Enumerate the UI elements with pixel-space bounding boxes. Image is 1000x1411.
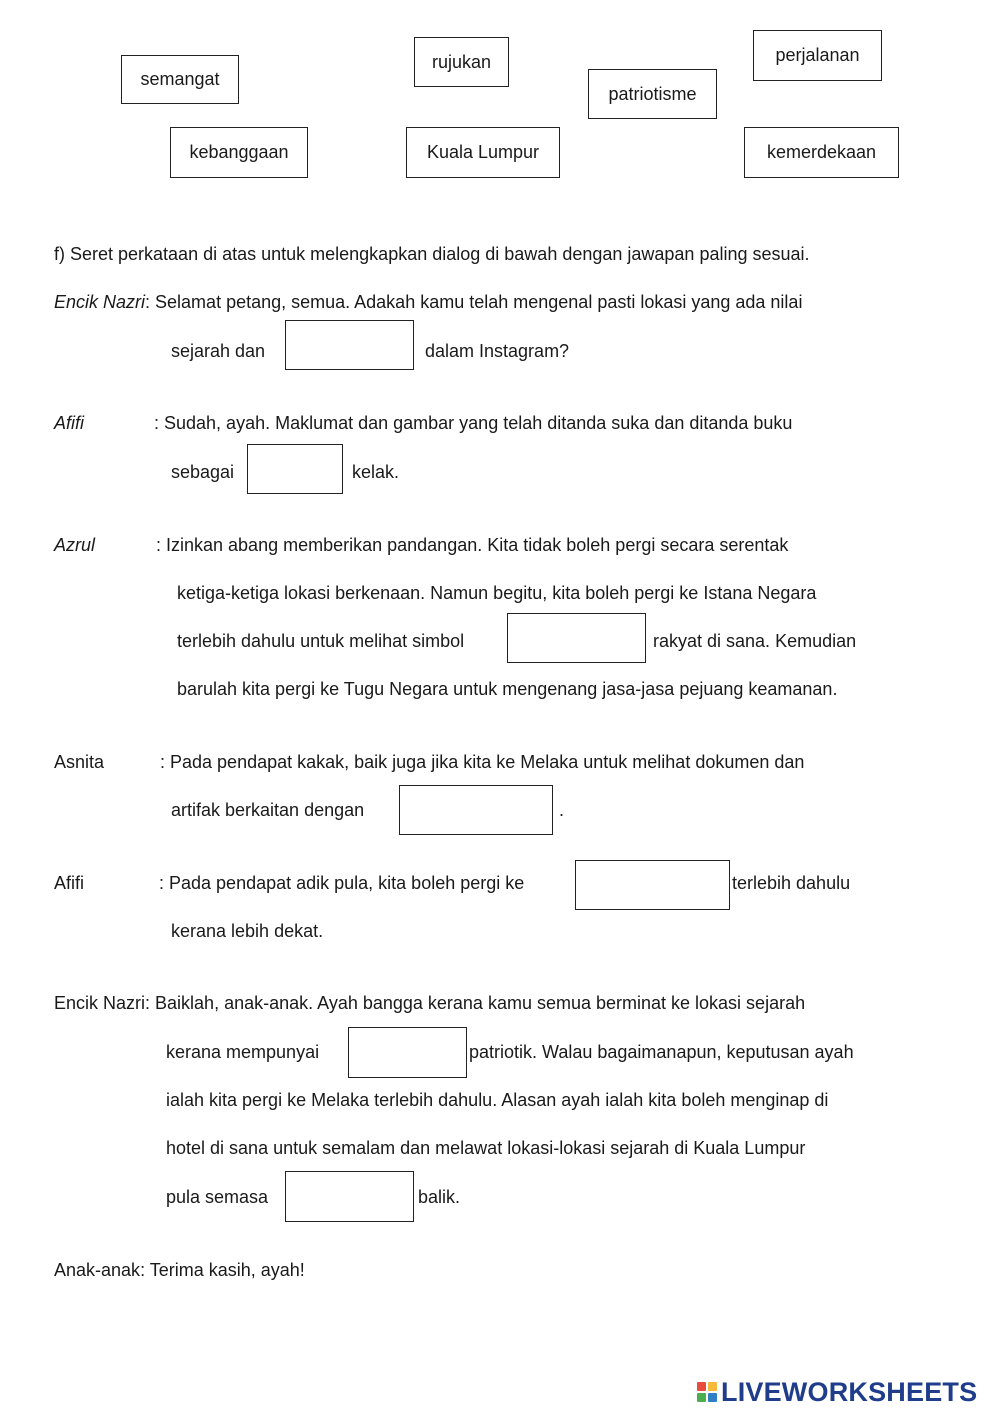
- answer-drop-box-7[interactable]: [285, 1171, 414, 1222]
- speaker-name: Afifi: [54, 413, 85, 433]
- dialog-text: kelak.: [352, 462, 400, 482]
- word-card-perjalanan[interactable]: perjalanan: [753, 30, 882, 81]
- word-card-kuala-lumpur[interactable]: Kuala Lumpur: [406, 127, 560, 178]
- answer-drop-box-6[interactable]: [348, 1027, 467, 1078]
- word-card-kemerdekaan[interactable]: kemerdekaan: [744, 127, 899, 178]
- dialog-text: : Baiklah, anak-anak. Ayah bangga kerana kamu semua berminat ke lokasi sejarah: [145, 993, 806, 1013]
- dialog-text: rakyat di sana. Kemudian: [653, 631, 857, 651]
- dialog-text: terlebih dahulu untuk melihat simbol: [177, 631, 465, 651]
- dialog-text: : Terima kasih, ayah!: [140, 1260, 305, 1280]
- speaker-name: Encik Nazri: [54, 993, 146, 1013]
- answer-drop-box-1[interactable]: [285, 320, 414, 370]
- dialog-text: terlebih dahulu: [732, 873, 851, 893]
- dialog-text: sejarah dan: [171, 341, 266, 361]
- speaker-name: Azrul: [54, 535, 96, 555]
- dialog-text: pula semasa: [166, 1187, 269, 1207]
- dialog-text: : Selamat petang, semua. Adakah kamu telah mengenal pasti lokasi yang ada nilai: [145, 292, 803, 312]
- word-card-patriotisme[interactable]: patriotisme: [588, 69, 717, 119]
- dialog-text: : Sudah, ayah. Maklumat dan gambar yang telah ditanda suka dan ditanda buku: [154, 413, 793, 433]
- dialog-line: [54, 291, 802, 313]
- logo-text: LIVEWORKSHEETS: [721, 1376, 978, 1407]
- dialog-text: sebagai: [171, 462, 235, 482]
- dialog-text: : Izinkan abang memberikan pandangan. Kita tidak boleh pergi secara serentak: [156, 535, 789, 555]
- instruction-text: f) Seret perkataan di atas untuk melengkapkan dialog di bawah dengan jawapan paling sesuai.: [54, 244, 810, 264]
- liveworksheets-logo-icon: [697, 1382, 717, 1402]
- dialog-text: dalam Instagram?: [425, 341, 570, 361]
- word-card-kebanggaan[interactable]: kebanggaan: [170, 127, 308, 178]
- dialog-text: : Pada pendapat kakak, baik juga jika kita ke Melaka untuk melihat dokumen dan: [160, 752, 805, 772]
- dialog-text: kerana mempunyai: [166, 1042, 320, 1062]
- speaker-name: Asnita: [54, 752, 105, 772]
- word-card-semangat[interactable]: semangat: [121, 55, 239, 104]
- speaker-name: Afifi: [54, 873, 85, 893]
- dialog-text: hotel di sana untuk semalam dan melawat lokasi-lokasi sejarah di Kuala Lumpur: [166, 1138, 806, 1158]
- dialog-text: balik.: [418, 1187, 461, 1207]
- word-card-rujukan[interactable]: rujukan: [414, 37, 509, 87]
- liveworksheets-logo: [697, 1376, 977, 1408]
- dialog-text: barulah kita pergi ke Tugu Negara untuk mengenang jasa-jasa pejuang keamanan.: [177, 679, 838, 699]
- answer-drop-box-4[interactable]: [399, 785, 553, 835]
- dialog-line: [54, 992, 805, 1014]
- speaker-name: Encik Nazri: [54, 292, 146, 312]
- speaker-name: Anak-anak: [54, 1260, 141, 1280]
- dialog-text: ketiga-ketiga lokasi berkenaan. Namun begitu, kita boleh pergi ke Istana Negara: [177, 583, 817, 603]
- answer-drop-box-5[interactable]: [575, 860, 730, 910]
- dialog-text: kerana lebih dekat.: [171, 921, 324, 941]
- dialog-text: artifak berkaitan dengan: [171, 800, 365, 820]
- dialog-text: ialah kita pergi ke Melaka terlebih dahulu. Alasan ayah ialah kita boleh menginap di: [166, 1090, 829, 1110]
- answer-drop-box-3[interactable]: [507, 613, 646, 663]
- dialog-text: : Pada pendapat adik pula, kita boleh pergi ke: [159, 873, 525, 893]
- dialog-text: .: [559, 800, 565, 820]
- answer-drop-box-2[interactable]: [247, 444, 343, 494]
- dialog-text: patriotik. Walau bagaimanapun, keputusan ayah: [469, 1042, 854, 1062]
- dialog-line: [54, 1259, 305, 1281]
